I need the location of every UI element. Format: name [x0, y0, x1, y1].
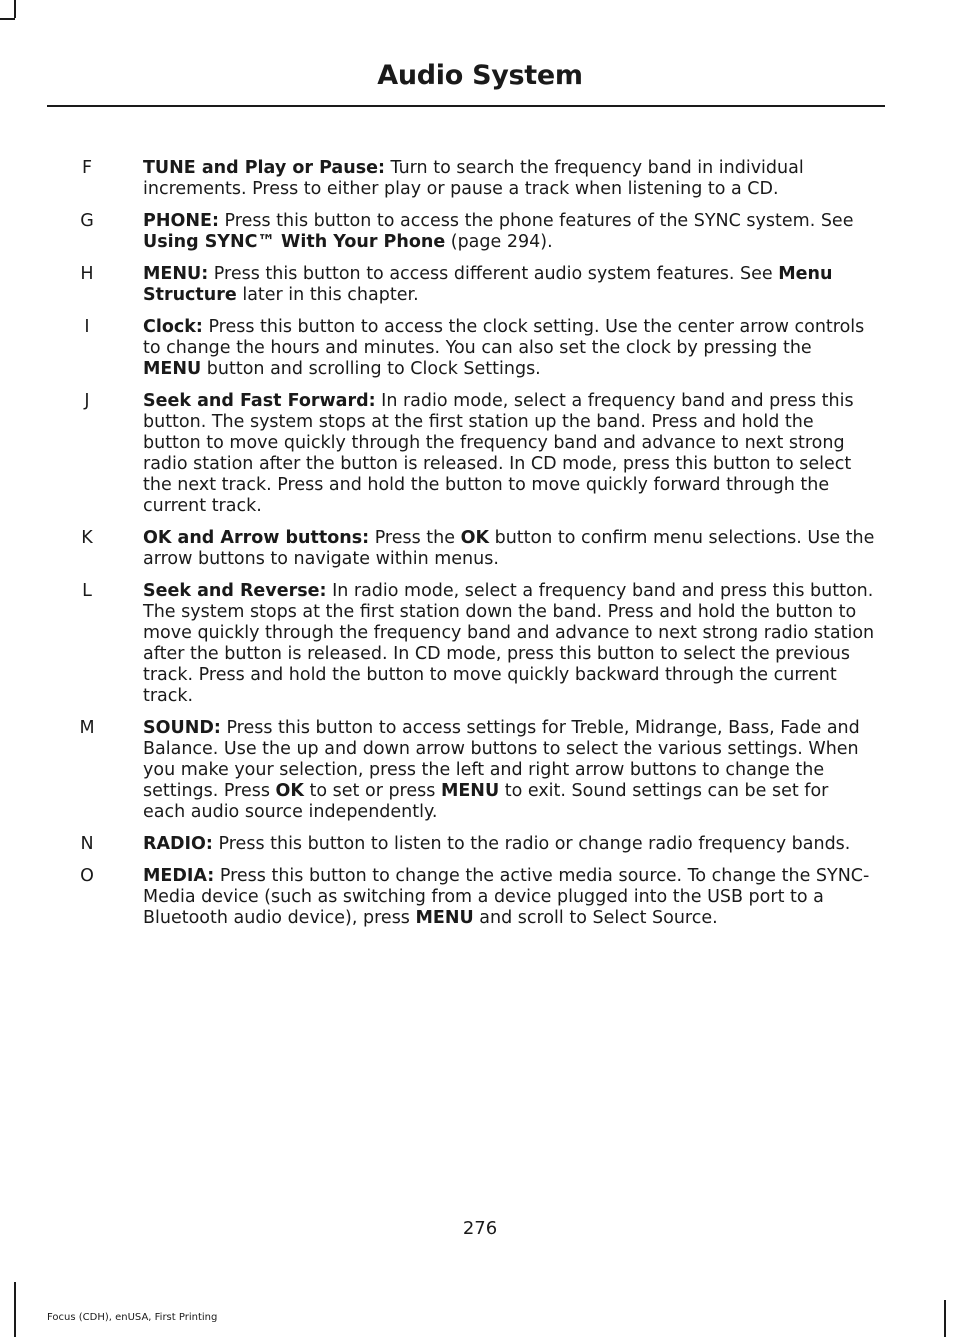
crop-mark-bottom-right	[944, 1300, 946, 1337]
text-run: button to confirm menu selections. Use the arrow buttons to navigate within menus.	[143, 528, 875, 569]
item-letter: H	[80, 264, 94, 284]
item-description	[143, 866, 875, 929]
item-letter: N	[80, 834, 94, 854]
text-run: (page 294).	[445, 232, 553, 252]
list-item	[0, 581, 960, 707]
list-item	[0, 834, 960, 855]
text-run: Press this button to change the active media source. To change the SYNC-Media device (such as switching from a device plugged into the USB port to a Bluetooth audio device), press	[143, 866, 870, 928]
bold-term: OK	[460, 528, 490, 548]
item-letter: M	[79, 718, 95, 738]
bold-term: Seek and Fast Forward:	[143, 391, 376, 411]
footer-edition: Focus (CDH), enUSA, First Printing	[47, 1312, 218, 1323]
text-run: to set or press	[303, 781, 441, 801]
item-description	[143, 391, 875, 517]
item-letter: K	[81, 528, 93, 548]
bold-term: TUNE and Play or Pause:	[143, 158, 385, 178]
text-run: Press the	[369, 528, 461, 548]
text-run: and scroll to Select Source.	[473, 908, 718, 928]
item-letter: L	[82, 581, 92, 601]
item-description	[143, 317, 875, 380]
bold-term: Clock:	[143, 317, 203, 337]
text-run: to exit. Sound settings can be set for each audio source independently.	[143, 781, 829, 822]
header-divider	[47, 105, 885, 107]
bold-term: MENU	[440, 781, 500, 801]
crop-mark-top-left	[14, 0, 16, 18]
page-number: 276	[462, 1218, 498, 1239]
bold-term: OK and Arrow buttons:	[143, 528, 370, 548]
text-run: In radio mode, select a frequency band and press this button. The system stops at the first station down the band. Press and hold the button to move quickly through the frequency band and advance to next strong radio station after the button is released. In CD mode, press this button to select the previous track. Press and hold the button to move quickly backward through the current track.	[143, 581, 875, 706]
crop-mark-bottom-left	[14, 1282, 16, 1337]
item-description	[143, 581, 875, 707]
crop-mark-top-left-h	[0, 18, 15, 20]
text-run: Press this button to access the clock setting. Use the center arrow controls to change the hours and minutes. You can also set the clock by pressing the	[143, 317, 865, 358]
list-item	[0, 317, 960, 380]
item-description	[143, 158, 875, 200]
list-item	[0, 718, 960, 823]
bold-term: RADIO:	[143, 834, 213, 854]
item-letter: J	[84, 391, 90, 411]
item-letter: G	[80, 211, 94, 231]
text-run: Press this button to access different audio system features. See	[208, 264, 779, 284]
item-list	[0, 158, 960, 940]
item-letter: F	[81, 158, 93, 178]
text-run: Turn to search the frequency band in individual increments. Press to either play or pause a track when listening to a CD.	[143, 158, 804, 199]
item-letter: O	[80, 866, 94, 886]
item-letter: I	[84, 317, 90, 337]
text-run: button and scrolling to Clock Settings.	[201, 359, 541, 379]
list-item	[0, 391, 960, 517]
list-item	[0, 211, 960, 253]
item-description	[143, 834, 875, 855]
text-run: later in this chapter.	[236, 285, 419, 305]
bold-term: SOUND:	[143, 718, 221, 738]
text-run: Press this button to listen to the radio or change radio frequency bands.	[212, 834, 851, 854]
item-description	[143, 718, 875, 823]
list-item	[0, 528, 960, 570]
bold-term: MENU:	[143, 264, 209, 284]
bold-term: PHONE:	[143, 211, 219, 231]
text-run: In radio mode, select a frequency band and press this button. The system stops at the first station up the band. Press and hold the button to move quickly through the frequency band and advance to next strong radio station after the button is released. In CD mode, press this button to select the next track. Press and hold the button to move quickly forward through the current track.	[143, 391, 854, 516]
text-run: Press this button to access settings for Treble, Midrange, Bass, Fade and Balance. Use the up and down arrow buttons to select the various settings. When you make your selection, press the left and right arrow buttons to change the settings. Press	[143, 718, 860, 801]
item-description	[143, 528, 875, 570]
bold-term: Menu Structure	[143, 264, 833, 305]
list-item	[0, 866, 960, 929]
item-description	[143, 264, 875, 306]
bold-term: MENU	[143, 359, 202, 379]
bold-term: Using SYNC™ With Your Phone	[143, 232, 446, 252]
page-title: Audio System	[377, 60, 583, 91]
item-description	[143, 211, 875, 253]
list-item	[0, 264, 960, 306]
bold-term: Seek and Reverse:	[143, 581, 327, 601]
bold-term: MEDIA:	[143, 866, 215, 886]
bold-term: OK	[275, 781, 304, 801]
text-run: Press this button to access the phone features of the SYNC system. See	[218, 211, 854, 231]
list-item	[0, 158, 960, 200]
bold-term: MENU	[415, 908, 474, 928]
